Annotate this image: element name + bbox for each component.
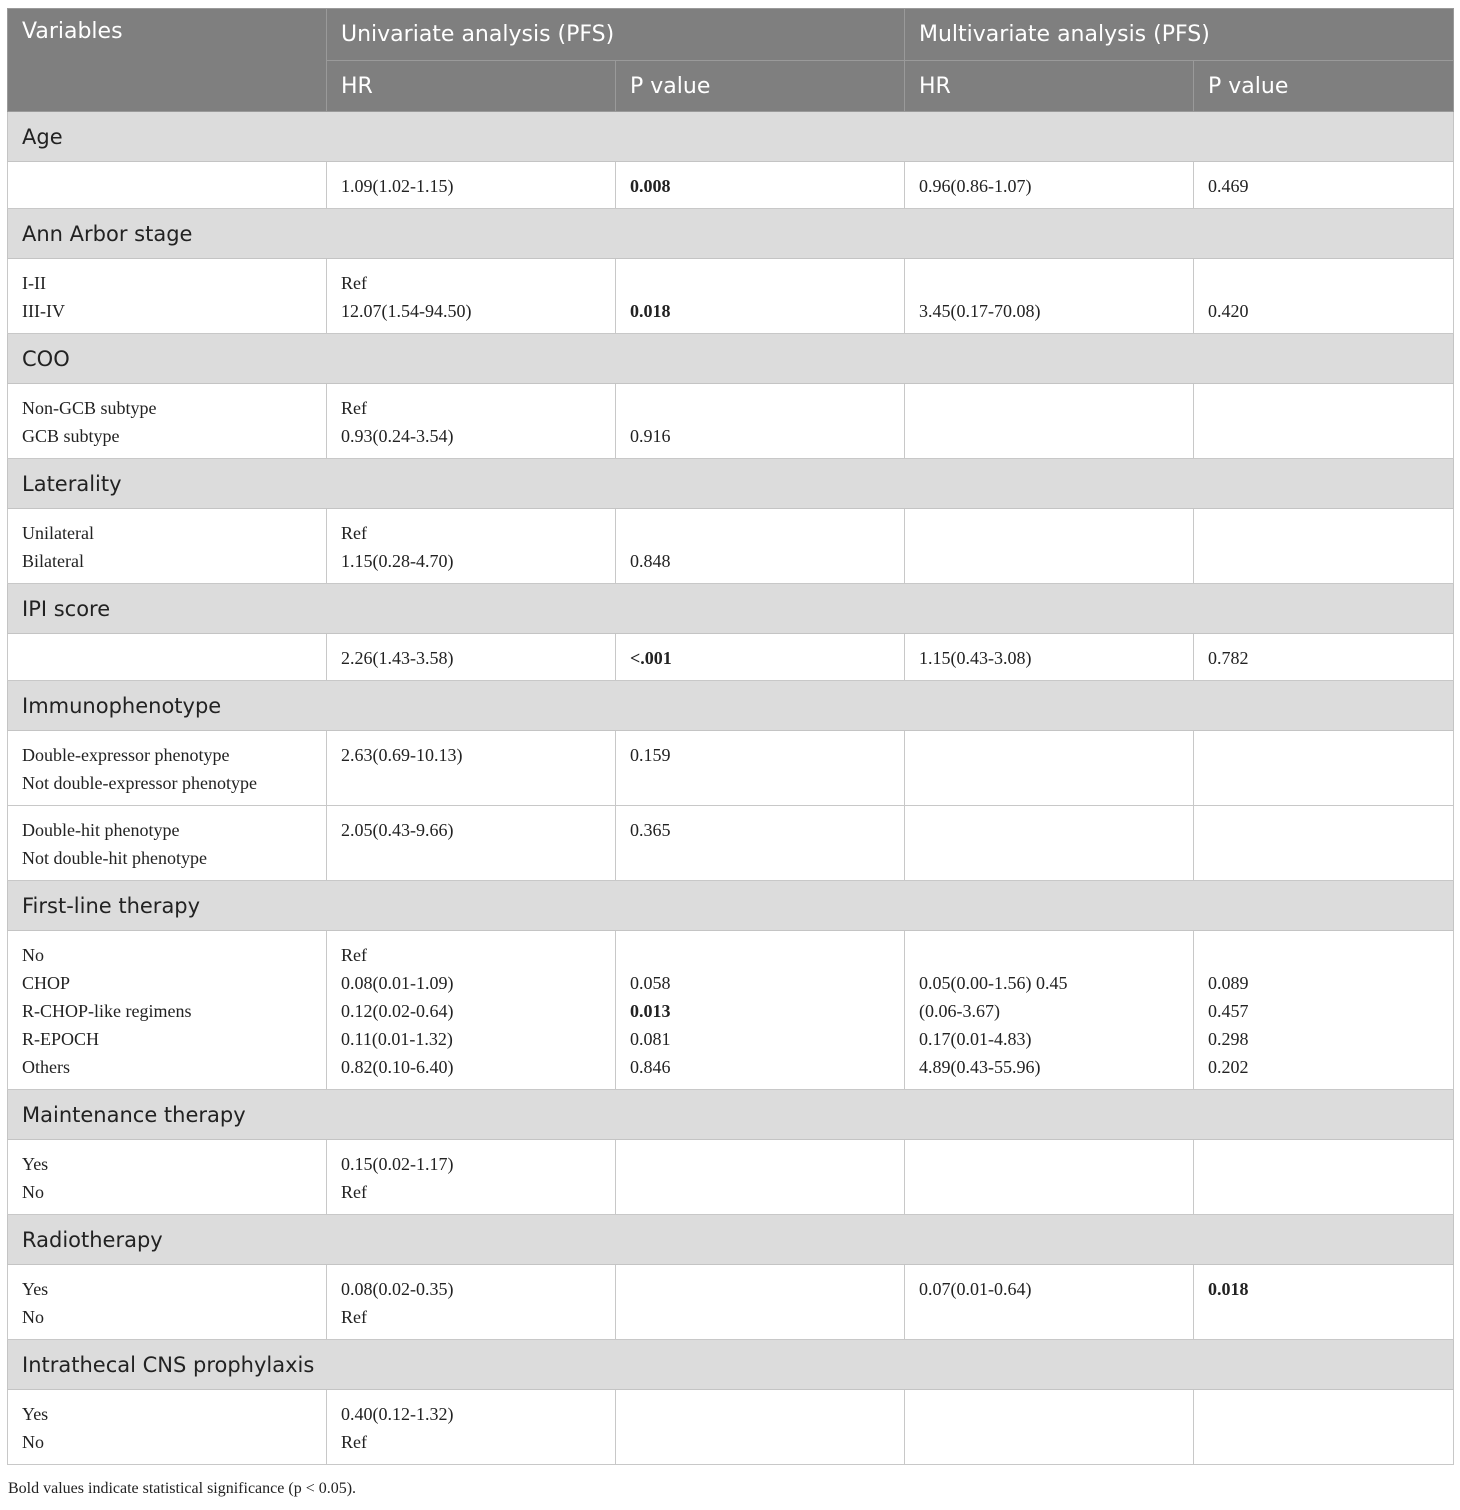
cell-line: 0.159 xyxy=(630,745,671,765)
cell-line: 2.26(1.43-3.58) xyxy=(341,648,454,668)
table-row xyxy=(8,731,1454,806)
cell-line: 0.365 xyxy=(630,820,671,840)
cell-line: 0.916 xyxy=(630,426,671,446)
cell-multivariate-p xyxy=(1194,509,1454,584)
cell-line xyxy=(919,519,1179,547)
cell-variable xyxy=(8,509,327,584)
cell-line: Bilateral xyxy=(22,551,84,571)
cell-univariate-p xyxy=(616,259,905,334)
cell-univariate-hr xyxy=(327,1140,616,1215)
cell-multivariate-hr xyxy=(905,1390,1194,1465)
cell-line: Ref xyxy=(341,523,367,543)
cell-line xyxy=(919,1150,1179,1178)
cell-variable xyxy=(8,806,327,881)
cell-line: 0.469 xyxy=(1208,176,1249,196)
cell-line: No xyxy=(22,1307,44,1327)
cell-line xyxy=(919,269,1179,297)
cell-multivariate-p xyxy=(1194,931,1454,1090)
cell-line: 0.11(0.01-1.32) xyxy=(341,1029,453,1049)
cell-multivariate-hr xyxy=(905,931,1194,1090)
cell-univariate-p xyxy=(616,162,905,209)
cell-multivariate-hr xyxy=(905,162,1194,209)
cell-multivariate-p xyxy=(1194,806,1454,881)
table-row xyxy=(8,1140,1454,1215)
cell-line: 12.07(1.54-94.50) xyxy=(341,301,472,321)
header-multivariate-p: P value xyxy=(1194,61,1454,112)
section-title: Ann Arbor stage xyxy=(8,209,1454,259)
cell-line: 0.82(0.10-6.40) xyxy=(341,1057,454,1077)
cell-line xyxy=(1208,269,1439,297)
cell-univariate-p xyxy=(616,1265,905,1340)
cell-line: 3.45(0.17-70.08) xyxy=(919,301,1041,321)
cell-line: 0.15(0.02-1.17) xyxy=(341,1154,454,1174)
cell-line xyxy=(630,269,890,297)
cell-variable xyxy=(8,384,327,459)
cell-line: 0.40(0.12-1.32) xyxy=(341,1404,454,1424)
cell-line: 0.013 xyxy=(630,1001,671,1021)
cell-line: 0.081 xyxy=(630,1029,671,1049)
cell-variable xyxy=(8,731,327,806)
cell-multivariate-hr xyxy=(905,509,1194,584)
cell-univariate-hr xyxy=(327,1265,616,1340)
cell-line xyxy=(630,1400,890,1428)
section-row xyxy=(8,1215,1454,1265)
cell-multivariate-hr xyxy=(905,634,1194,681)
cell-line xyxy=(919,741,1179,769)
cell-line xyxy=(919,816,1179,844)
cell-line xyxy=(919,1400,1179,1428)
section-title: Immunophenotype xyxy=(8,681,1454,731)
cell-univariate-hr xyxy=(327,1390,616,1465)
cell-line: Not double-expressor phenotype xyxy=(22,773,257,793)
cell-multivariate-p xyxy=(1194,731,1454,806)
cell-univariate-p xyxy=(616,384,905,459)
cell-univariate-hr xyxy=(327,384,616,459)
cell-line: (0.06-3.67) xyxy=(919,1001,1000,1021)
cell-univariate-hr xyxy=(327,259,616,334)
section-title: Age xyxy=(8,112,1454,162)
table-row xyxy=(8,509,1454,584)
cell-line: 0.17(0.01-4.83) xyxy=(919,1029,1032,1049)
cell-line: Non-GCB subtype xyxy=(22,398,157,418)
cell-line xyxy=(630,1275,890,1303)
cell-multivariate-p xyxy=(1194,384,1454,459)
cell-line: 0.420 xyxy=(1208,301,1249,321)
cell-line: 0.457 xyxy=(1208,1001,1249,1021)
cell-multivariate-p xyxy=(1194,259,1454,334)
cell-variable xyxy=(8,1390,327,1465)
cell-line xyxy=(630,941,890,969)
cell-line xyxy=(1208,519,1439,547)
cell-line: R-CHOP-like regimens xyxy=(22,1001,192,1021)
section-row xyxy=(8,584,1454,634)
cell-line: R-EPOCH xyxy=(22,1029,100,1049)
table-row xyxy=(8,931,1454,1090)
cell-line: Ref xyxy=(341,398,367,418)
cell-line: I-II xyxy=(22,273,46,293)
section-title: Laterality xyxy=(8,459,1454,509)
cell-line: 0.08(0.01-1.09) xyxy=(341,973,454,993)
cell-line: GCB subtype xyxy=(22,426,120,446)
section-row xyxy=(8,1090,1454,1140)
header-multivariate-hr: HR xyxy=(905,61,1194,112)
cell-line: Ref xyxy=(341,273,367,293)
cell-line: 1.15(0.28-4.70) xyxy=(341,551,454,571)
cell-line: No xyxy=(22,945,44,965)
section-row xyxy=(8,112,1454,162)
cell-line: 0.008 xyxy=(630,176,671,196)
cell-multivariate-p xyxy=(1194,1390,1454,1465)
section-row xyxy=(8,334,1454,384)
cell-variable xyxy=(8,931,327,1090)
cell-line: 0.08(0.02-0.35) xyxy=(341,1279,454,1299)
cell-line xyxy=(1208,741,1439,769)
cell-line xyxy=(919,394,1179,422)
section-title: Intrathecal CNS prophylaxis xyxy=(8,1340,1454,1390)
cell-line: III-IV xyxy=(22,301,65,321)
cell-multivariate-hr xyxy=(905,259,1194,334)
cell-line xyxy=(22,172,312,200)
cell-multivariate-p xyxy=(1194,634,1454,681)
cell-line: 2.05(0.43-9.66) xyxy=(341,820,454,840)
cell-univariate-hr xyxy=(327,509,616,584)
cell-multivariate-hr xyxy=(905,1140,1194,1215)
cell-line xyxy=(630,519,890,547)
cell-multivariate-hr xyxy=(905,384,1194,459)
cell-line: Double-expressor phenotype xyxy=(22,745,230,765)
cell-line: 0.05(0.00-1.56) 0.45 xyxy=(919,973,1068,993)
cell-line: 4.89(0.43-55.96) xyxy=(919,1057,1041,1077)
cell-line: 0.298 xyxy=(1208,1029,1249,1049)
table-body xyxy=(8,112,1454,1465)
cell-univariate-p xyxy=(616,1390,905,1465)
cell-line: Yes xyxy=(22,1279,49,1299)
table-row xyxy=(8,259,1454,334)
table-row xyxy=(8,1390,1454,1465)
cell-multivariate-p xyxy=(1194,1140,1454,1215)
cell-univariate-hr xyxy=(327,731,616,806)
cell-line: 0.848 xyxy=(630,551,671,571)
cell-univariate-p xyxy=(616,806,905,881)
cell-variable xyxy=(8,1265,327,1340)
table-row xyxy=(8,1265,1454,1340)
section-row xyxy=(8,1340,1454,1390)
cell-multivariate-hr xyxy=(905,1265,1194,1340)
section-title: Radiotherapy xyxy=(8,1215,1454,1265)
cell-line: No xyxy=(22,1432,44,1452)
cell-univariate-hr xyxy=(327,162,616,209)
cell-line xyxy=(630,394,890,422)
cell-univariate-p xyxy=(616,509,905,584)
cell-line: 1.09(1.02-1.15) xyxy=(341,176,454,196)
cell-line: Ref xyxy=(341,1307,367,1327)
header-univariate-p: P value xyxy=(616,61,905,112)
table-row xyxy=(8,634,1454,681)
cell-line: 0.846 xyxy=(630,1057,671,1077)
section-title: IPI score xyxy=(8,584,1454,634)
cell-line xyxy=(1208,941,1439,969)
cell-line: Yes xyxy=(22,1154,49,1174)
section-row xyxy=(8,209,1454,259)
section-row xyxy=(8,881,1454,931)
cell-line: 0.96(0.86-1.07) xyxy=(919,176,1032,196)
cell-line: Unilateral xyxy=(22,523,94,543)
cell-line xyxy=(1208,1400,1439,1428)
cell-line: 2.63(0.69-10.13) xyxy=(341,745,463,765)
cell-univariate-p xyxy=(616,931,905,1090)
cell-line: 0.12(0.02-0.64) xyxy=(341,1001,454,1021)
section-title: Maintenance therapy xyxy=(8,1090,1454,1140)
cell-variable xyxy=(8,634,327,681)
cell-line: 0.202 xyxy=(1208,1057,1249,1077)
header-univariate: Univariate analysis (PFS) xyxy=(327,9,905,61)
pfs-analysis-table xyxy=(7,8,1454,1465)
cell-line: 0.782 xyxy=(1208,648,1249,668)
cell-line: <.001 xyxy=(630,648,672,668)
section-row xyxy=(8,681,1454,731)
cell-univariate-p xyxy=(616,1140,905,1215)
table-row xyxy=(8,162,1454,209)
cell-line xyxy=(919,941,1179,969)
header-univariate-hr: HR xyxy=(327,61,616,112)
cell-line: 0.018 xyxy=(1208,1279,1249,1299)
cell-univariate-hr xyxy=(327,931,616,1090)
cell-univariate-hr xyxy=(327,634,616,681)
cell-line: Not double-hit phenotype xyxy=(22,848,207,868)
cell-line: 0.018 xyxy=(630,301,671,321)
cell-line: 1.15(0.43-3.08) xyxy=(919,648,1032,668)
footnote: Bold values indicate statistical significance (p < 0.05). xyxy=(8,1480,357,1497)
section-row xyxy=(8,459,1454,509)
cell-univariate-p xyxy=(616,634,905,681)
cell-line xyxy=(1208,1150,1439,1178)
cell-line xyxy=(1208,816,1439,844)
cell-variable xyxy=(8,1140,327,1215)
cell-line xyxy=(630,1150,890,1178)
cell-multivariate-hr xyxy=(905,806,1194,881)
section-title: First-line therapy xyxy=(8,881,1454,931)
cell-line: 0.089 xyxy=(1208,973,1249,993)
cell-line: 0.93(0.24-3.54) xyxy=(341,426,454,446)
cell-line: Others xyxy=(22,1057,70,1077)
header-variables: Variables xyxy=(8,9,327,112)
cell-line: No xyxy=(22,1182,44,1202)
cell-variable xyxy=(8,162,327,209)
cell-multivariate-hr xyxy=(905,731,1194,806)
cell-line: CHOP xyxy=(22,973,71,993)
cell-multivariate-p xyxy=(1194,1265,1454,1340)
cell-line xyxy=(22,644,312,672)
cell-line: Ref xyxy=(341,945,367,965)
cell-line: Double-hit phenotype xyxy=(22,820,180,840)
cell-variable xyxy=(8,259,327,334)
cell-line: 0.058 xyxy=(630,973,671,993)
header-multivariate: Multivariate analysis (PFS) xyxy=(905,9,1454,61)
cell-line xyxy=(1208,394,1439,422)
cell-multivariate-p xyxy=(1194,162,1454,209)
cell-univariate-p xyxy=(616,731,905,806)
cell-univariate-hr xyxy=(327,806,616,881)
cell-line: 0.07(0.01-0.64) xyxy=(919,1279,1032,1299)
cell-line: Yes xyxy=(22,1404,49,1424)
section-title: COO xyxy=(8,334,1454,384)
table-row xyxy=(8,806,1454,881)
table-row xyxy=(8,384,1454,459)
cell-line: Ref xyxy=(341,1432,367,1452)
cell-line: Ref xyxy=(341,1182,367,1202)
